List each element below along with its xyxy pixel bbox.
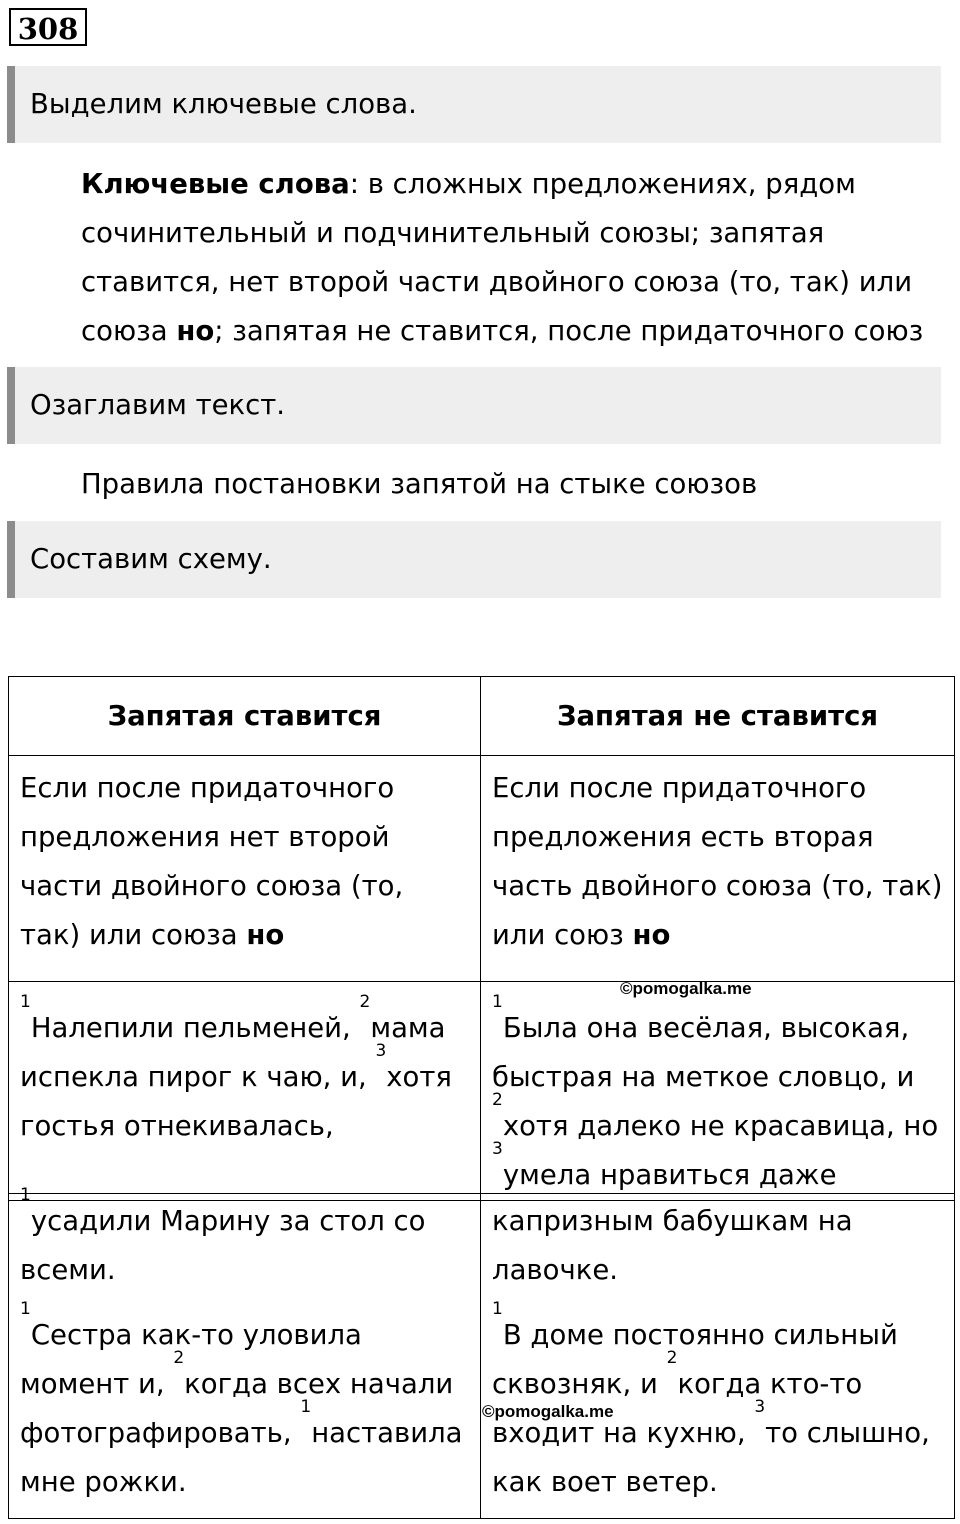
clause-index: 1 [20,992,31,1012]
rule-bold: но [246,919,285,951]
clause-index: 3 [754,1397,766,1417]
clause-index: 2 [492,1090,503,1110]
section-heading-text: Озаглавим текст. [30,389,285,421]
section-heading-text: Выделим ключевые слова. [30,88,417,120]
clause-index: 1 [492,1299,503,1319]
section-heading-title [7,367,941,444]
example-text: умела нравиться даже [502,1159,837,1191]
example-text: хотя далеко не красавица, но [502,1110,939,1142]
example-text: хотя гостья отнекивалась, [20,1061,452,1142]
section-heading-scheme [7,521,941,598]
scheme-table-continued [8,1185,955,1519]
exercise-number: 308 [9,8,87,46]
example-cell [9,982,481,1201]
example-text: Сестра как-то уловила момент и, [20,1319,362,1400]
text-title: Правила постановки запятой на стыке союзов [81,468,758,500]
clause-index: 3 [375,1041,387,1061]
example-text: капризным бабушкам на лавочке. [492,1205,853,1286]
column-header: Запятая ставится [9,677,481,756]
example-cell [481,982,955,1201]
clause-index: 2 [359,992,371,1012]
keywords-colon: : [349,168,359,200]
example-text: Налепили пельменей, [30,1012,360,1044]
example-text: мама испекла пирог к чаю, и, [20,1012,446,1093]
example-text: В доме постоянно сильный сквозняк, и [492,1319,898,1400]
keywords-label: Ключевые слова [81,168,350,200]
scheme-table [8,676,955,1201]
example-cell [9,1185,481,1519]
clause-index: 2 [173,1348,185,1368]
column-header: Запятая не ставится [481,677,955,756]
example-cell [481,1194,955,1519]
clause-index: 1 [492,992,503,1012]
rule-text: Если после придаточного предложения нет второй части двойного союза (то, так) или союза [20,772,404,951]
rule-cell [481,756,955,982]
rule-bold: но [632,919,671,951]
clause-index: 1 [300,1397,312,1417]
example-text: Была она весёлая, высокая, быстрая на меткое словцо, и [492,1012,915,1093]
section-heading-keywords [7,66,941,143]
clause-index: 1 [20,1299,31,1319]
watermark: ©pomogalka.me [620,979,752,998]
section-heading-text: Составим схему. [30,543,272,575]
clause-index: 3 [492,1139,503,1159]
clause-index: 2 [666,1348,678,1368]
rule-text: Если после придаточного предложения есть вторая часть двойного союза (то, так) или союз [492,772,943,951]
example-text: наставила мне рожки. [20,1417,463,1498]
keywords-text: ; запятая не ставится, после придаточного союз [214,315,924,347]
example-text: усадили Марину за стол со всеми. [20,1205,426,1286]
keywords-text: в сложных предложениях, рядом сочинительный и подчинительный союзы; запятая ставится, нет второй части двойного союза (то, так) или союза [81,168,913,347]
rule-cell [9,756,481,982]
keywords-bold: но [176,315,215,347]
clause-index: 1 [20,1185,31,1205]
example-text: то слышно, как воет ветер. [492,1417,930,1498]
example-text: когда всех начали фотографировать, [20,1368,454,1449]
example-text: когда кто-то входит на кухню, [492,1368,863,1449]
watermark: ©pomogalka.me [482,1402,614,1421]
